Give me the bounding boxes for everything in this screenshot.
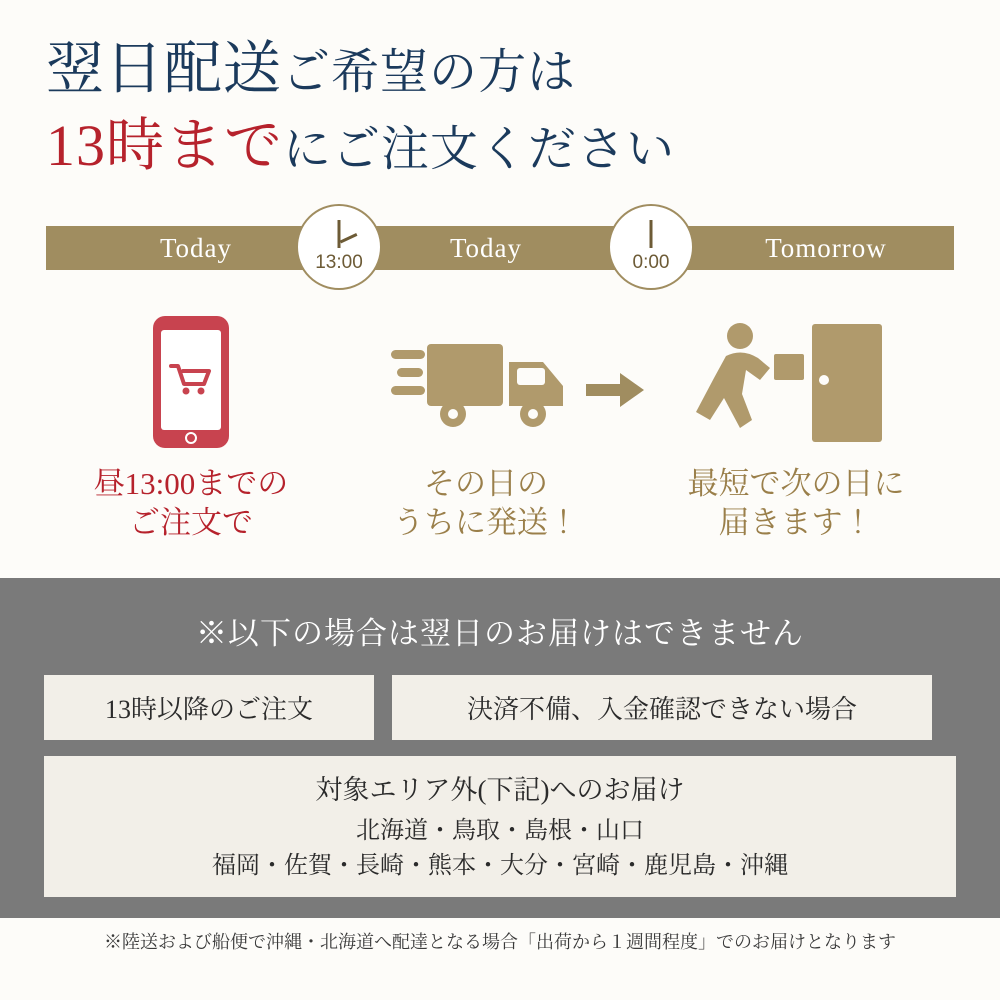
cart-glyph: [169, 362, 213, 396]
exclusion-chip-payment-issue: 決済不備、入金確認できない場合: [392, 675, 932, 740]
timeline-label-today-2: Today: [449, 232, 523, 263]
step-ship-label-line1: その日の: [424, 465, 548, 501]
step-deliver: [636, 308, 956, 543]
step-deliver-label: [636, 464, 956, 543]
excluded-area-title: 対象エリア外(下記)へのお届け: [315, 775, 685, 805]
clock-0-label: 0:00: [632, 251, 670, 273]
headline: [0, 0, 1000, 182]
clock-hand-minute: [338, 220, 341, 248]
truck-glyph: [391, 328, 581, 438]
clock-hand-hour: [340, 233, 358, 243]
excluded-area-box: [44, 756, 956, 897]
timeline-label-today-1: Today: [159, 232, 233, 263]
clock-hand-minute: [650, 220, 653, 248]
headline-line-2-rest: にご注文ください: [283, 122, 676, 176]
shopping-cart-icon: [169, 362, 213, 394]
headline-emphasis-deadline: 13時まで: [46, 112, 284, 178]
exclusion-chips: [44, 675, 956, 740]
clock-13-icon: [296, 204, 382, 290]
steps: [0, 308, 1000, 558]
step-deliver-label-line1: 最短で次の日に: [687, 465, 905, 501]
step-order-label: [46, 464, 336, 543]
step-order-label-line2: ご注文で: [129, 505, 253, 541]
delivery-person-glyph: [696, 318, 896, 448]
clock-13-label: 13:00: [315, 251, 363, 273]
clock-0-icon: [608, 204, 694, 290]
smartphone-cart-icon: [46, 308, 336, 458]
headline-line-1-rest: ご希望の方は: [282, 46, 577, 99]
step-order: [46, 308, 336, 543]
excluded-area-line-2: 福岡・佐賀・長崎・熊本・大分・宮崎・鹿児島・沖縄: [212, 853, 788, 880]
step-deliver-label-line2: 届きます！: [718, 505, 874, 541]
timeline-label-tomorrow: Tomorrow: [765, 232, 887, 263]
headline-line-1: [46, 34, 1000, 105]
step-order-label-line1: 昼13:00までの: [93, 465, 289, 501]
headline-line-2: [46, 111, 1000, 182]
step-ship: [336, 308, 636, 543]
timeline: [46, 204, 954, 290]
excluded-area-line-1: 北海道・鳥取・島根・山口: [356, 818, 644, 844]
exclusion-chip-late-order: 13時以降のご注文: [44, 675, 374, 740]
delivery-truck-icon: [336, 308, 636, 458]
exclusions-title: ※以下の場合は翌日のお届けはできません: [196, 616, 804, 651]
footnote: ※陸送および船便で沖縄・北海道へ配達となる場合「出荷から１週間程度」でのお届けとなります: [104, 932, 896, 952]
headline-emphasis-next-day: 翌日配送: [46, 36, 283, 101]
step-ship-label-line2: うちに発送！: [393, 505, 579, 541]
delivery-person-door-icon: [636, 308, 956, 458]
exclusions-panel: [0, 578, 1000, 918]
step-ship-label: [336, 464, 636, 543]
phone-home-button: [185, 432, 197, 444]
truck-graphic: [391, 328, 581, 443]
